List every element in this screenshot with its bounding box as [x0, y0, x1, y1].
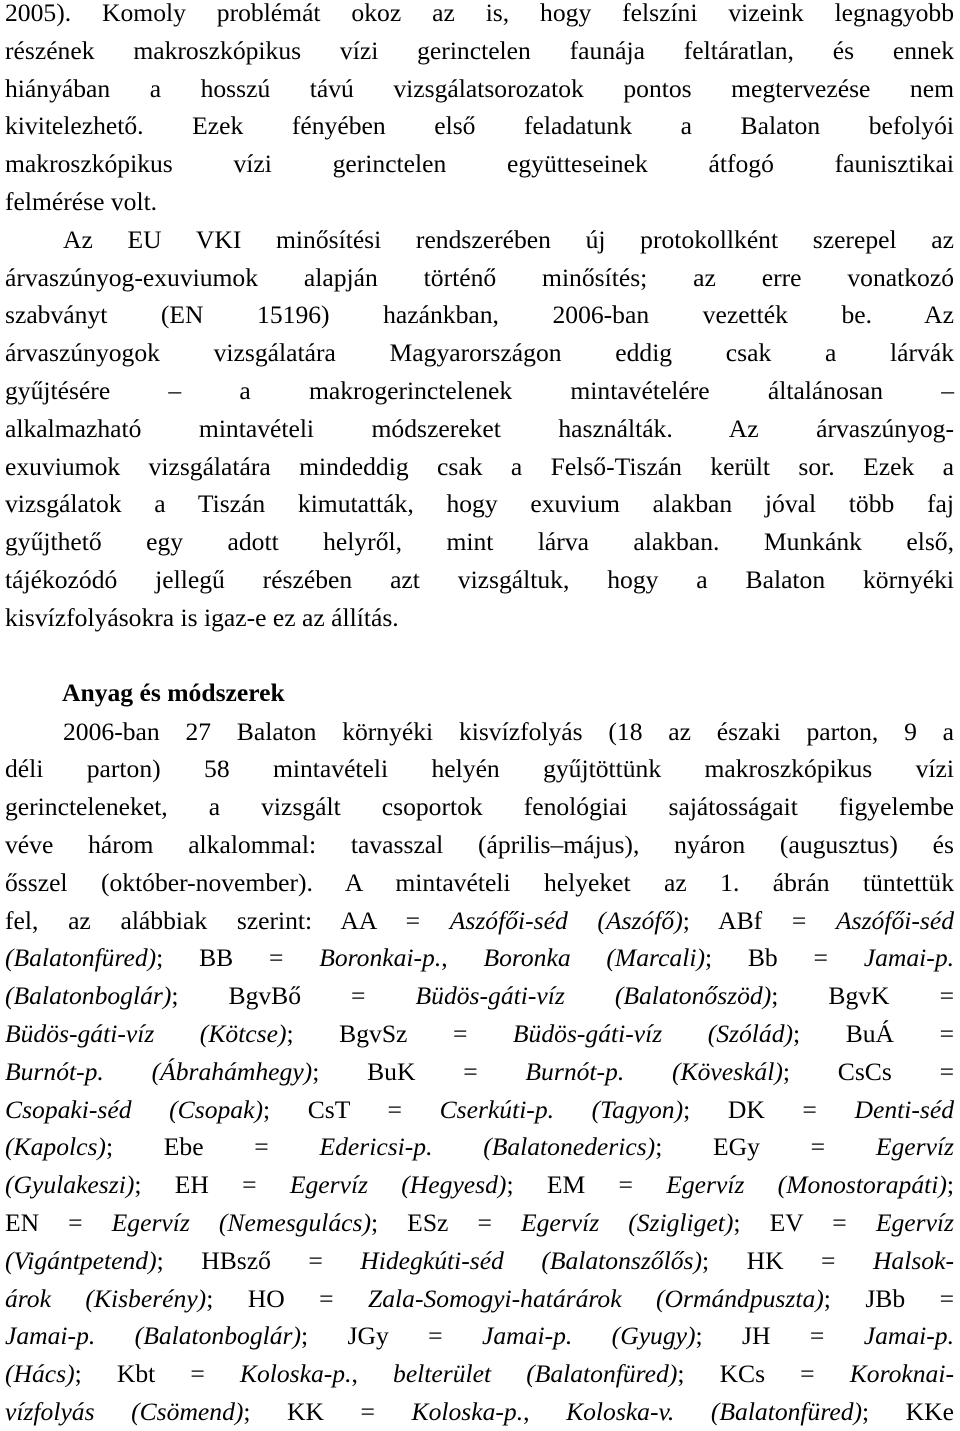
site-name: (Balatonfüred) [5, 943, 157, 973]
text-line: ősszel (október-november). A mintavételi helyeket az 1. ábrán tüntettük [5, 867, 954, 897]
site-code: ; [946, 1170, 954, 1200]
section-heading: Anyag és módszerek [62, 677, 285, 707]
site-name: Denti-séd [854, 1094, 954, 1124]
site-name: Egervíz [875, 1132, 955, 1162]
site-name: Egervíz [875, 1207, 954, 1237]
text-line [5, 1166, 954, 1204]
site-name: (Balatonboglár) [5, 981, 172, 1011]
site-code: ; EV = [733, 1207, 876, 1237]
site-name: (Kapolcs) [5, 1132, 106, 1162]
text-line: árvaszúnyogok vizsgálatára Magyarországon eddig csak a lárvák [5, 338, 954, 368]
site-name: Jamai-p. [863, 943, 955, 973]
site-code: ; BuÁ = [793, 1018, 955, 1048]
site-code: , [523, 1396, 567, 1426]
site-name: Burnót-p. (Köveskál) [525, 1056, 783, 1086]
site-name: Egervíz (Hegyesd) [289, 1170, 507, 1200]
text-line [5, 902, 954, 940]
site-code: ; JBb = [823, 1283, 955, 1313]
site-code: ; Ebe = [105, 1132, 320, 1162]
text-line: exuviumok vizsgálatára mindeddig csak a Felső-Tiszán került sor. Ezek a [5, 451, 954, 481]
site-code: ; EH = [134, 1170, 290, 1200]
site-code: ; Bb = [704, 943, 864, 973]
text-line [5, 1280, 954, 1318]
site-name: Koloska-p. [411, 1396, 524, 1426]
text-line: alkalmazható mintavételi módszereket használták. Az árvaszúnyog- [5, 413, 954, 443]
vki-paragraph [5, 221, 954, 637]
site-code: ; ABf = [682, 905, 836, 935]
site-name: Koroknai- [849, 1359, 954, 1389]
text-line: árvaszúnyog-exuviumok alapján történő minősítés; az erre vonatkozó [5, 262, 954, 292]
text-line: kivitelezhető. Ezek fényében első feladatunk a Balaton befolyói [5, 111, 954, 141]
site-name: Burnót-p. (Ábrahámhegy) [5, 1056, 313, 1086]
site-code: ; DK = [683, 1094, 855, 1124]
text-line [5, 1204, 954, 1242]
site-code: ; EGy = [655, 1132, 876, 1162]
text-line: tájékozódó jellegű részében azt vizsgáltuk, hogy a Balaton környéki [5, 564, 954, 594]
text-line [5, 939, 954, 977]
text-line [5, 1091, 954, 1129]
text-line: vizsgálatok a Tiszán kimutatták, hogy exuvium alakban jóval több faj [5, 489, 954, 519]
text-line [5, 1242, 954, 1280]
site-code: ; KK = [243, 1396, 412, 1426]
site-name: Edericsi-p. (Balatonederics) [319, 1132, 656, 1162]
site-code: ; JH = [695, 1321, 864, 1351]
site-name: Büdös-gáti-víz (Szólád) [512, 1018, 794, 1048]
site-name: Koloska-v. (Balatonfüred) [566, 1396, 863, 1426]
text-line: déli parton) 58 mintavételi helyén gyűjtöttünk makroszkópikus vízi [5, 754, 954, 784]
text-line [5, 1317, 954, 1355]
text-line: hiányában a hosszú távú vizsgálatsorozatok pontos megtervezése nem [5, 73, 954, 103]
site-name: Jamai-p. [863, 1321, 954, 1351]
text-line: 2005). Komoly problémát okoz az is, hogy felszíni vizeink legnagyobb [5, 0, 954, 27]
site-name: Koloska-p. [239, 1359, 352, 1389]
site-name: árok (Kisberény) [5, 1283, 207, 1313]
site-code: ; BgvBő = [171, 981, 416, 1011]
site-code: ; BuK = [312, 1056, 526, 1086]
site-code: ; CsT = [262, 1094, 440, 1124]
site-code: , [351, 1359, 394, 1389]
site-name: Halsok- [872, 1245, 954, 1275]
site-code: ; HO = [206, 1283, 369, 1313]
site-code: ; JGy = [301, 1321, 483, 1351]
site-name: Egervíz (Nemesgulács) [111, 1207, 372, 1237]
methods-paragraph [5, 713, 954, 1431]
site-code: ; KCs = [677, 1359, 850, 1389]
site-name: (Hács) [5, 1359, 75, 1389]
site-code: ; BB = [156, 943, 320, 973]
text-line: gyűjthető egy adott helyről, mint lárva alakban. Munkánk első, [5, 527, 954, 557]
site-name: Aszófői-séd [835, 905, 954, 935]
site-code: EN = [5, 1207, 112, 1237]
text-line: makroszkópikus vízi gerinctelen együtteseinek átfogó faunisztikai [5, 149, 954, 179]
text-line [5, 977, 954, 1015]
site-code: ; ESz = [371, 1207, 521, 1237]
site-name: Hidegkúti-séd (Balatonszőlős) [360, 1245, 702, 1275]
text-line: gerincteleneket, a vizsgált csoportok fenológiai sajátosságait figyelembe [5, 792, 954, 822]
site-name: vízfolyás (Csömend) [5, 1396, 244, 1426]
site-code: ; HK = [702, 1245, 873, 1275]
text-line: gyűjtésére – a makrogerinctelenek mintavételére általánosan – [5, 375, 954, 405]
text-line: véve három alkalommal: tavasszal (április–május), nyáron (augusztus) és [5, 829, 954, 859]
site-name: Jamai-p. (Balatonboglár) [5, 1321, 302, 1351]
site-name: Egervíz (Szigliget) [520, 1207, 734, 1237]
site-code: fel, az alábbiak szerint: AA = [5, 905, 450, 935]
site-code: ; BgvSz = [286, 1018, 513, 1048]
site-name: Egervíz (Monostorapáti) [666, 1170, 947, 1200]
site-list-lines [5, 902, 954, 1431]
text-line [5, 1015, 954, 1053]
text-line: Az EU VKI minősítési rendszerében új protokollként szerepel az [63, 224, 954, 254]
site-name: Aszófői-séd (Aszófő) [449, 905, 683, 935]
site-code: ; EM = [506, 1170, 667, 1200]
site-name: Csopaki-séd (Csopak) [5, 1094, 263, 1124]
site-name: Boronka (Marcali) [483, 943, 705, 973]
site-name: Büdös-gáti-víz (Kötcse) [5, 1018, 287, 1048]
text-line [5, 1053, 954, 1091]
site-code: ; BgvK = [771, 981, 954, 1011]
text-line: 2006-ban 27 Balaton környéki kisvízfolyás (18 az északi parton, 9 a [63, 716, 954, 746]
text-line: felmérése volt. [5, 186, 158, 216]
site-name: (Vigántpetend) [5, 1245, 157, 1275]
site-code: ; KKe [862, 1396, 954, 1426]
site-name: Cserkúti-p. (Tagyon) [439, 1094, 684, 1124]
text-line [5, 1393, 954, 1431]
text-line [5, 1128, 954, 1166]
site-name: Jamai-p. (Gyugy) [482, 1321, 696, 1351]
site-name: Büdös-gáti-víz (Balatonőszöd) [415, 981, 772, 1011]
text-line [5, 1355, 954, 1393]
site-name: belterület (Balatonfüred) [393, 1359, 678, 1389]
site-code: ; Kbt = [74, 1359, 240, 1389]
intro-paragraph [5, 0, 954, 221]
site-name: Boronkai-p. [319, 943, 442, 973]
site-name: Zala-Somogyi-határárok (Ormándpuszta) [368, 1283, 824, 1313]
site-code: ; CsCs = [782, 1056, 955, 1086]
site-code: , [441, 943, 484, 973]
text-line: kisvízfolyásokra is igaz-e ez az állítás. [5, 602, 399, 632]
text-line: szabványt (EN 15196) hazánkban, 2006-ban vezették be. Az [5, 300, 954, 330]
site-name: (Gyulakeszi) [5, 1170, 135, 1200]
site-code: ; HBsző = [156, 1245, 361, 1275]
text-line: részének makroszkópikus vízi gerinctelen faunája feltáratlan, és ennek [5, 35, 954, 65]
